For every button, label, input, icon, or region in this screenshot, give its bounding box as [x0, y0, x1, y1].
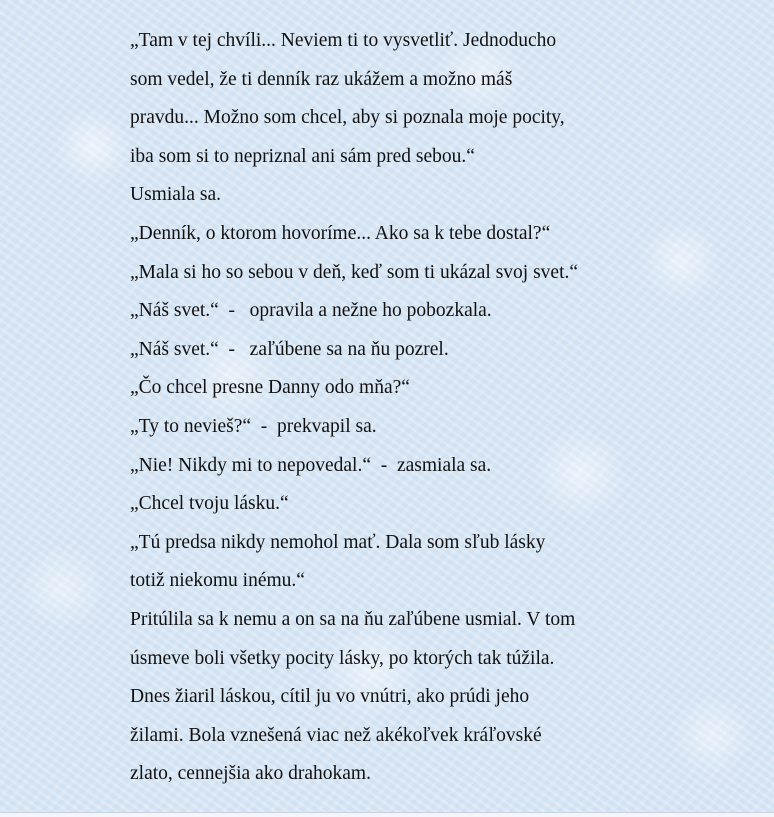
text-line: „Tú predsa nikdy nemohol mať. Dala som sľub lásky	[130, 531, 546, 553]
text-line: „Ty to nevieš?“ - prekvapil sa.	[130, 415, 377, 437]
text-line: pravdu... Možno som chcel, aby si poznala moje pocity,	[130, 107, 565, 129]
text-line: „Náš svet.“ - opravila a nežne ho pobozkala.	[130, 300, 492, 322]
text-line: „Tam v tej chvíli... Neviem ti to vysvetliť. Jednoducho	[130, 30, 557, 51]
text-line: zlato, cennejšia ako drahokam.	[130, 763, 371, 785]
text-line: „Náš svet.“ - zaľúbene sa na ňu pozrel.	[130, 338, 449, 360]
text-line: iba som si to nepriznal ani sám pred sebou.“	[130, 145, 475, 167]
page-bottom-edge	[0, 812, 774, 817]
text-line: „Chcel tvoju lásku.“	[130, 493, 289, 515]
text-line: „Čo chcel presne Danny odo mňa?“	[130, 377, 410, 399]
text-body	[130, 22, 690, 794]
text-line: totiž niekomu inému.“	[130, 570, 305, 592]
text-line: Usmiala sa.	[130, 184, 221, 206]
text-line: úsmeve boli všetky pocity lásky, po ktorých tak túžila.	[130, 647, 555, 669]
text-line: Dnes žiaril láskou, cítil ju vo vnútri, ako prúdi jeho	[130, 686, 530, 708]
text-line: „Denník, o ktorom hovoríme... Ako sa k tebe dostal?“	[130, 222, 551, 244]
text-line: „Mala si ho so sebou v deň, keď som ti ukázal svoj svet.“	[130, 261, 579, 283]
text-line: som vedel, že ti denník raz ukážem a možno máš	[130, 68, 513, 90]
text-line: žilami. Bola vznešená viac než akékoľvek kráľovské	[130, 724, 542, 746]
text-line: Pritúlila sa k nemu a on sa na ňu zaľúbene usmial. V tom	[130, 608, 576, 630]
text-line: „Nie! Nikdy mi to nepovedal.“ - zasmiala sa.	[130, 454, 492, 476]
